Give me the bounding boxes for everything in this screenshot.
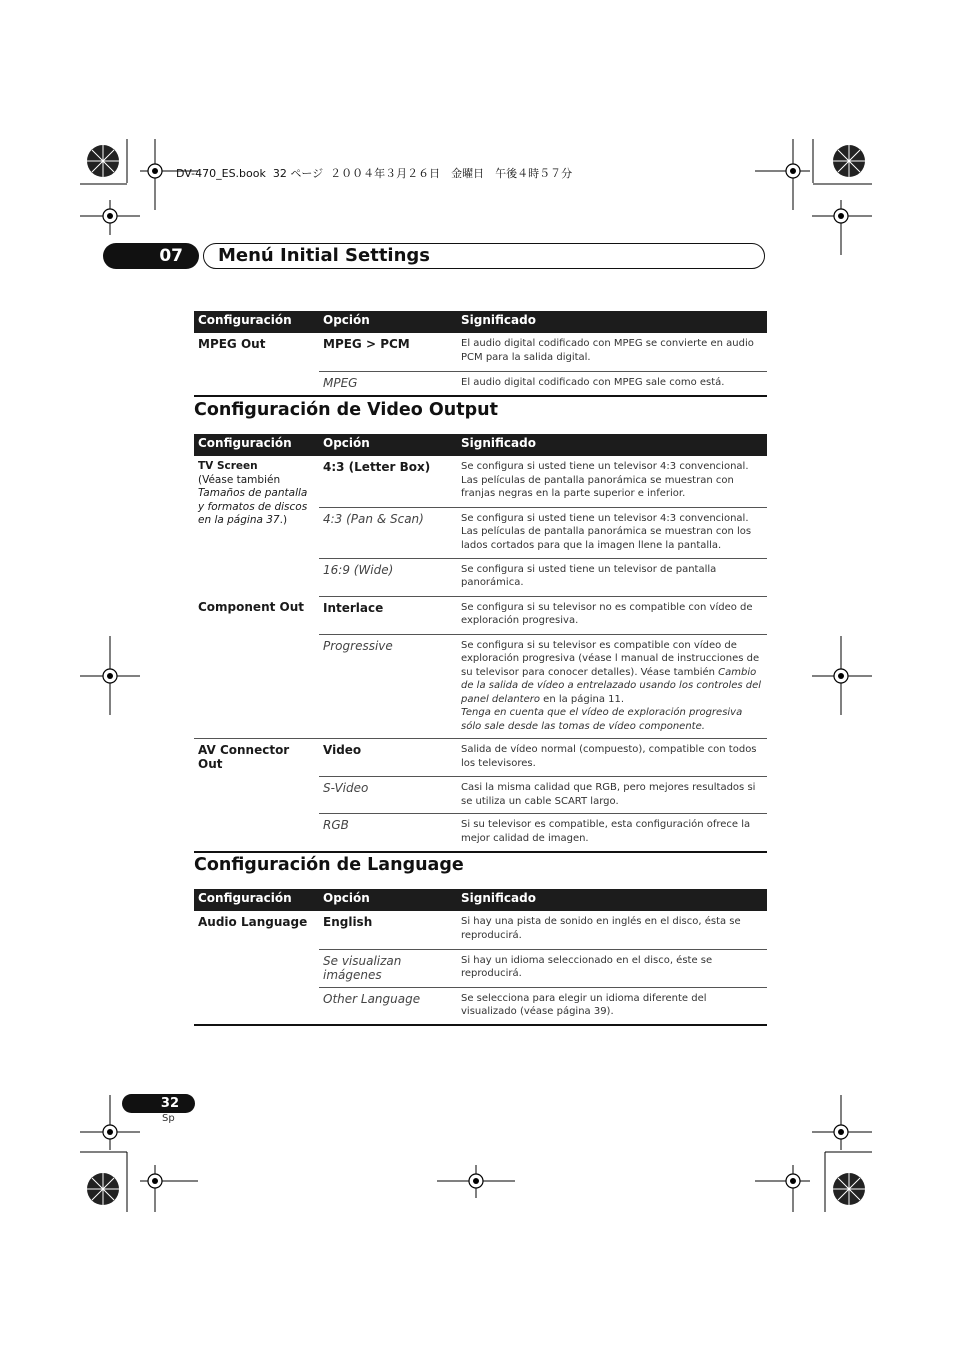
option-other-language: Other Language	[319, 987, 457, 1025]
setting-tv-screen-note	[198, 474, 315, 528]
setting-tv-screen	[194, 456, 319, 596]
option-se-visualizan: Se visualizan imágenes	[319, 949, 457, 987]
setting-component-out: Component Out	[194, 596, 319, 739]
header-significado: Significado	[457, 311, 767, 333]
note-cross-reference: Tamaños de pantalla y formatos de discos en la página 37	[198, 487, 308, 526]
setting-av-connector-out: AV Connector Out	[194, 739, 319, 852]
header-significado: Significado	[457, 434, 767, 456]
table-row	[194, 333, 767, 371]
meaning-progressive	[457, 634, 767, 739]
option-video: Video	[319, 739, 457, 777]
header-configuracion: Configuración	[194, 434, 319, 456]
meaning-letter-box: Se configura si usted tiene un televisor 4:3 convencional. Las películas de pantalla panorámica se muestran con franjas negras en la parte superior e inferior.	[457, 456, 767, 507]
page-number: 32	[122, 1094, 195, 1113]
meaning-progressive-c: en la página 11.	[539, 693, 625, 705]
meaning-wide: Se configura si usted tiene un televisor de pantalla panorámica.	[457, 558, 767, 596]
meaning-pan-scan: Se configura si usted tiene un televisor 4:3 convencional. Las películas de pantalla panorámica se muestran con los lados cortados para que la imagen llene la pantalla.	[457, 507, 767, 558]
chapter-number: 07	[103, 243, 199, 269]
meaning-progressive-a: Se configura si su televisor es compatible con vídeo de exploración progresiva (véase l manual de instrucciones de su televisor para conocer detalles). Véase también	[461, 639, 760, 678]
option-interlace: Interlace	[319, 596, 457, 634]
meaning-video: Salida de vídeo normal (compuesto), compatible con todos los televisores.	[457, 739, 767, 777]
option-s-video: S-Video	[319, 777, 457, 814]
mpeg-settings-table	[194, 311, 767, 397]
setting-audio-language: Audio Language	[194, 911, 319, 1025]
option-mpeg-pcm: MPEG > PCM	[319, 333, 457, 371]
meaning-se-visualizan: Si hay un idioma seleccionado en el disco, éste se reproducirá.	[457, 949, 767, 987]
option-letter-box: 4:3 (Letter Box)	[319, 456, 457, 507]
section-title-language: Configuración de Language	[194, 855, 464, 875]
table-header-row	[194, 889, 767, 911]
setting-tv-screen-label: TV Screen	[198, 460, 258, 472]
header-opcion: Opción	[319, 889, 457, 911]
table-header-row	[194, 434, 767, 456]
option-english: English	[319, 911, 457, 949]
page-language: Sp	[162, 1113, 175, 1124]
option-mpeg: MPEG	[319, 371, 457, 396]
meaning-mpeg: El audio digital codificado con MPEG sale como está.	[457, 371, 767, 396]
meaning-rgb: Si su televisor es compatible, esta configuración ofrece la mejor calidad de imagen.	[457, 814, 767, 852]
meaning-english: Si hay una pista de sonido en inglés en el disco, ésta se reproducirá.	[457, 911, 767, 949]
table-header-row	[194, 311, 767, 333]
header-significado: Significado	[457, 889, 767, 911]
meaning-progressive-note: Tenga en cuenta que el vídeo de exploración progresiva sólo sale desde las tomas de vídeo componente.	[461, 707, 743, 732]
meaning-s-video: Casi la misma calidad que RGB, pero mejores resultados si se utiliza un cable SCART largo.	[457, 777, 767, 814]
note-prefix: (Véase también	[198, 473, 281, 486]
option-pan-scan: 4:3 (Pan & Scan)	[319, 507, 457, 558]
option-wide: 16:9 (Wide)	[319, 558, 457, 596]
meaning-mpeg-pcm: El audio digital codificado con MPEG se convierte en audio PCM para la salida digital.	[457, 333, 767, 371]
table-row	[194, 911, 767, 949]
table-row	[194, 596, 767, 634]
meaning-progressive-crossref: Cambio de la salida de vídeo a entrelazado usando los controles del panel delantero	[461, 666, 762, 705]
header-configuracion: Configuración	[194, 889, 319, 911]
header-opcion: Opción	[319, 311, 457, 333]
chapter-title-box	[203, 243, 765, 269]
header-configuracion: Configuración	[194, 311, 319, 333]
meaning-interlace: Se configura si su televisor no es compatible con vídeo de exploración progresiva.	[457, 596, 767, 634]
video-output-table	[194, 434, 767, 853]
section-rule	[194, 395, 767, 397]
header-opcion: Opción	[319, 434, 457, 456]
setting-mpeg-out: MPEG Out	[198, 337, 266, 351]
print-header: DV-470_ES.book 32 ページ ２００４年３月２６日 金曜日 午後４時５７分	[176, 167, 573, 180]
language-table	[194, 889, 767, 1026]
meaning-other-language: Se selecciona para elegir un idioma diferente del visualizado (véase página 39).	[457, 987, 767, 1025]
option-rgb: RGB	[319, 814, 457, 852]
table-row	[194, 456, 767, 507]
chapter-title: Menú Initial Settings	[218, 245, 431, 266]
option-progressive: Progressive	[319, 634, 457, 739]
section-title-video-output: Configuración de Video Output	[194, 400, 498, 420]
note-suffix: .)	[279, 514, 288, 526]
table-row	[194, 739, 767, 777]
